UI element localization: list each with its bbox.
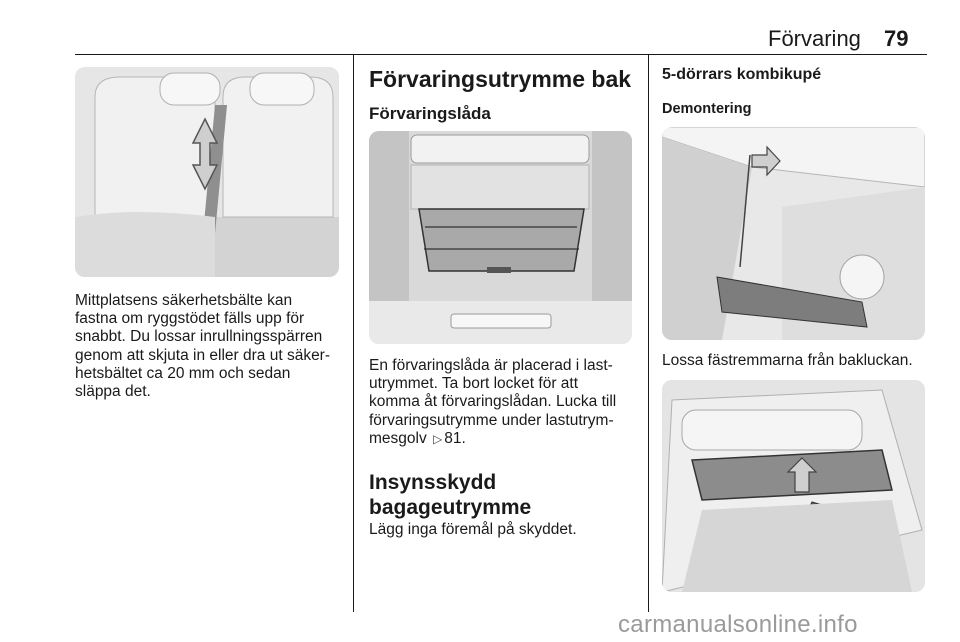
middle-body-line: förvaringsutrymme under lastutrym- (369, 411, 614, 429)
middle-body-line: utrymmet. Ta bort locket för att (369, 375, 579, 393)
heading-5-door-hatchback: 5-dörrars kombikupé (662, 66, 822, 83)
section-title-storage-rear: Förvaringsutrymme bak (369, 66, 632, 92)
left-body-line: hetsbältet ca 20 mm och sedan (75, 364, 291, 382)
middle-body-line-xref (369, 430, 616, 448)
left-body-line: Mittplatsens säkerhetsbälte kan (75, 292, 293, 309)
cargo-cover-body-text: Lägg inga föremål på skyddet. (369, 521, 577, 538)
storage-box-illustration (369, 131, 632, 344)
storage-box-body-text (369, 357, 616, 448)
cross-reference-arrow-icon: ▷ (433, 431, 443, 446)
column-divider-right (648, 54, 649, 612)
section-title-cargo-cover (369, 470, 531, 520)
cross-reference-page[interactable]: 81. (444, 429, 466, 447)
tailgate-strap-illustration (662, 127, 925, 340)
section-title-line: Insynsskydd (369, 471, 497, 494)
left-body-line: fastna om ryggstödet fälls upp för (75, 310, 305, 328)
column-divider-left (353, 54, 354, 612)
page-number: 79 (884, 26, 909, 51)
header-rule (75, 54, 927, 55)
left-body-line: genom att skjuta in eller dra ut säker- (75, 346, 331, 364)
subheading-storage-box: Förvaringslåda (369, 104, 491, 123)
left-body-line: snabbt. Du lossar inrullningsspärren (75, 328, 323, 346)
section-title-line: bagageutrymme (369, 496, 532, 519)
middle-body-line: mesgolv (369, 429, 427, 447)
left-body-text (75, 292, 330, 401)
tailgate-strap-caption: Lossa fästremmarna från bakluckan. (662, 352, 913, 369)
middle-body-line: komma åt förvaringslådan. Lucka till (369, 393, 617, 411)
rear-seat-belt-illustration (75, 67, 339, 277)
watermark: carmanualsonline.info (618, 611, 858, 638)
subheading-removal: Demontering (662, 101, 752, 117)
running-header-title: Förvaring (768, 26, 861, 51)
middle-body-line: En förvaringslåda är placerad i last- (369, 357, 613, 374)
left-body-line: släppa det. (75, 383, 151, 401)
cargo-cover-removal-illustration (662, 380, 925, 592)
